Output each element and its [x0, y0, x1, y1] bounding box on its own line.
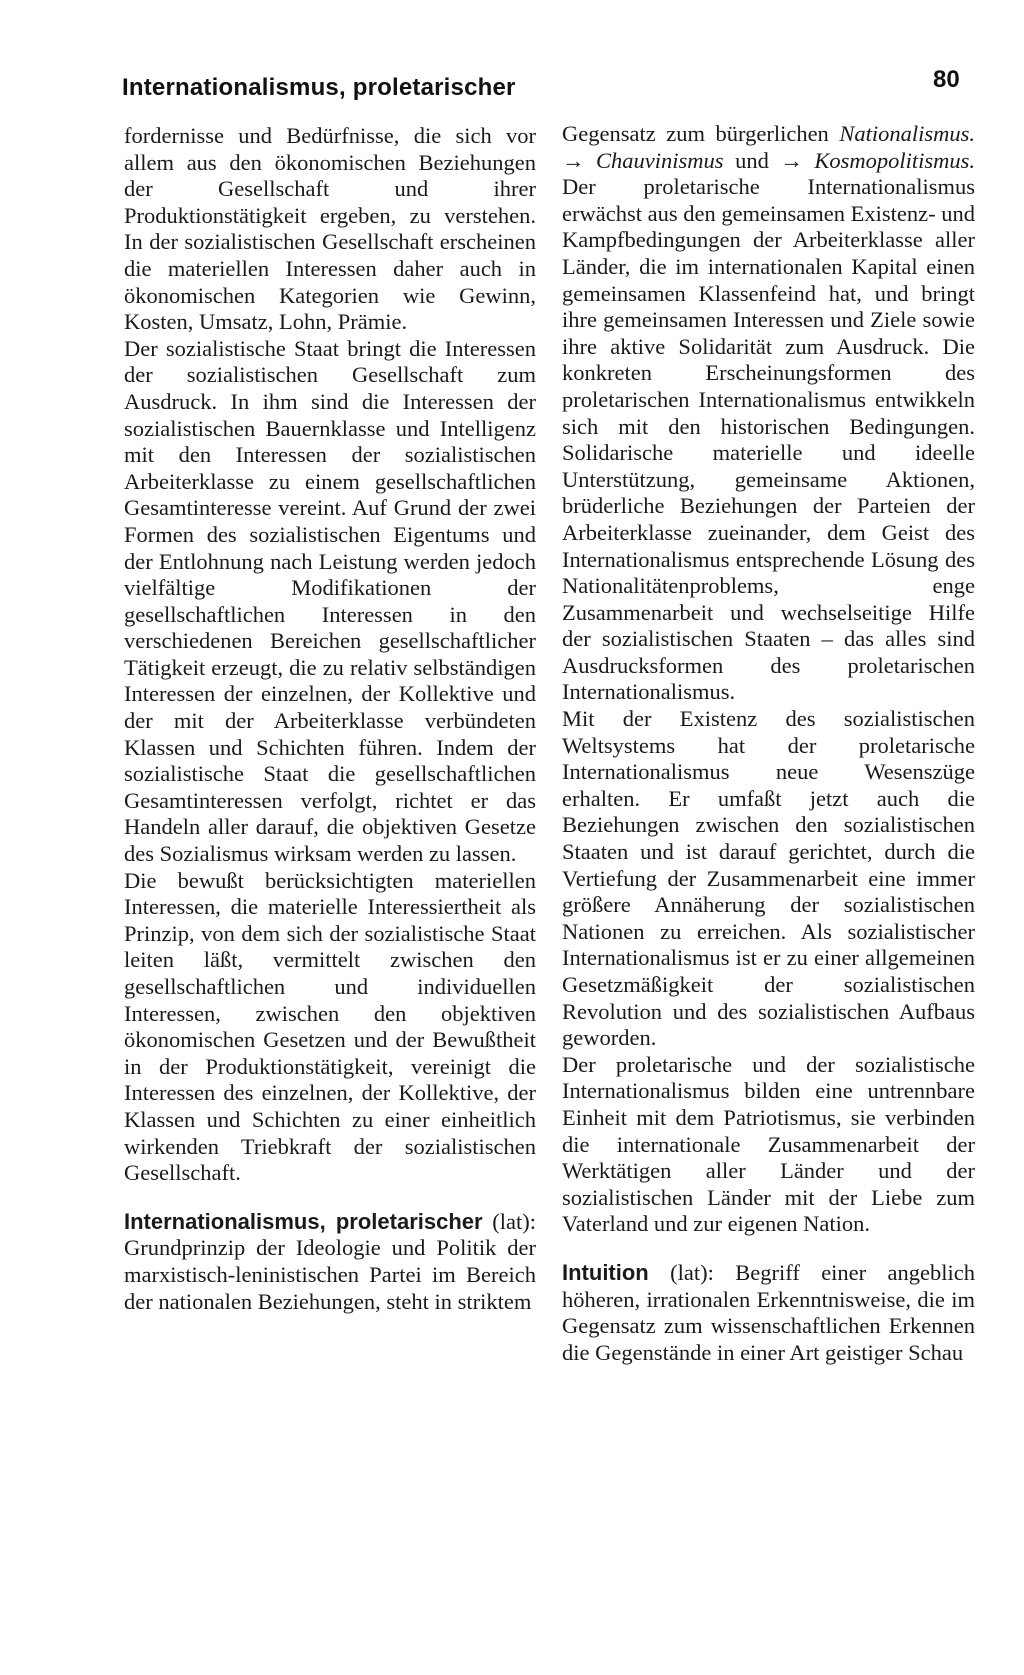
entry-text: (lat): Begriff einer angeblich höheren, irrationalen Erkenntnisweise, die im Gegensatz zum wissenschaftlichen Erkennen die Gegenstände in einer Art geistiger Schau [562, 1259, 975, 1365]
dictionary-entry [124, 1209, 536, 1315]
text-segment: Gegensatz zum bürgerlichen [562, 121, 829, 146]
running-head: Internationalismus, proletarischer [122, 74, 516, 101]
cross-reference: Nationalismus. [839, 121, 976, 146]
cross-reference-arrow-icon: → [780, 147, 803, 173]
page-number: 80 [933, 66, 960, 93]
cross-reference: Chauvinismus [596, 147, 724, 173]
paragraph: fordernisse und Bedürfnisse, die sich vor allem aus den ökonomischen Beziehungen der Gesellschaft und ihrer Produktionstätigkeit ergeben, zu verstehen. In der sozialistischen Gesellschaft erscheinen die materiellen Interessen daher auch in ökonomischen Kategorien wie Gewinn, Kosten, Umsatz, Lohn, Prämie. [124, 123, 536, 335]
left-column [124, 123, 536, 1315]
paragraph: Der proletarische und der sozialistische Internationalismus bilden eine untrennbare Einheit mit dem Patriotismus, sie verbinden die internationale Zusammenarbeit der Werktätigen aller Länder und der sozialistischen Länder mit der Liebe zum Vaterland und zur eigenen Nation. [562, 1051, 975, 1237]
text-segment: und [735, 147, 769, 173]
paragraph [562, 121, 975, 706]
text-segment: Der proletarische Internationalismus erwächst aus den gemeinsamen Existenz- und Kampfbedingungen der Arbeiterklasse aller Länder, die im internationalen Kapital einen gemeinsamen Klassenfeind hat, und bringt ihre gemeinsamen Interessen und Ziele sowie ihre aktive Solidarität zum Ausdruck. Die konkreten Erscheinungsformen des proletarischen Internationalismus entwikkeln sich mit den historischen Bedingungen. Solidarische materielle und ideelle Unterstützung, gemeinsame Aktionen, brüderliche Beziehungen der Parteien der Arbeiterklasse zueinander, dem Geist des Internationalismus entsprechende Lösung des Nationalitätenproblems, enge Zusammenarbeit und wechselseitige Hilfe der sozialistischen Staaten – das alles sind Ausdrucksformen des proletarischen Internationalismus. [562, 174, 975, 705]
cross-reference-arrow-icon: → [562, 147, 585, 173]
paragraph: Der sozialistische Staat bringt die Interessen der sozialistischen Gesellschaft zum Ausdruck. In ihm sind die Interessen der sozialistischen Bauernklasse und Intelligenz mit den Interessen der sozialistischen Arbeiterklasse zu einem gesellschaftlichen Gesamtinteresse vereint. Auf Grund der zwei Formen des sozialistischen Eigentums und der Entlohnung nach Leistung werden jedoch vielfältige Modifikationen der gesellschaftlichen Interessen in den verschiedenen Bereichen gesellschaftlicher Tätigkeit erzeugt, die zu relativ selbständigen Interessen der einzelnen, der Kollektive und der mit der Arbeiterklasse verbündeten Klassen und Schichten führen. Indem der sozialistische Staat die gesellschaftlichen Gesamtinteressen verfolgt, richtet er das Handeln aller darauf, die objektiven Gesetze des Sozialismus wirksam werden zu lassen. [124, 335, 536, 867]
entry-text: (lat): Grundprinzip der Ideologie und Politik der marxistisch-leninistischen Partei im Bereich der nationalen Beziehungen, steht in striktem [124, 1208, 536, 1314]
entry-headword: Internationalismus, proletarischer [124, 1208, 483, 1234]
paragraph: Die bewußt berücksichtigten materiellen Interessen, die materielle Interessiertheit als Prinzip, von dem sich der sozialistische Staat leiten läßt, vermittelt zwischen den gesellschaftlichen und individuellen Interessen, zwischen den objektiven ökonomischen Gesetzen und der Bewußtheit in der Produktionstätigkeit, vereinigt die Interessen des einzelnen, der Kollektive, der Klassen und Schichten zu einer einheitlich wirkenden Triebkraft der sozialistischen Gesellschaft. [124, 867, 536, 1186]
right-column [562, 121, 975, 1366]
paragraph: Mit der Existenz des sozialistischen Weltsystems hat der proletarische Internationalismus neue Wesenszüge erhalten. Er umfaßt jetzt auch die Beziehungen zwischen den sozialistischen Staaten und ist darauf gerichtet, durch die Vertiefung der Zusammenarbeit eine immer größere Annäherung der sozialistischen Nationen zu erreichen. Als sozialistischer Internationalismus ist er zu einer allgemeinen Gesetzmäßigkeit der sozialistischen Revolution und des sozialistischen Aufbaus geworden. [562, 706, 975, 1051]
dictionary-entry [562, 1260, 975, 1366]
entry-headword: Intuition [562, 1259, 649, 1285]
cross-reference: Kosmopolitismus. [814, 147, 976, 173]
